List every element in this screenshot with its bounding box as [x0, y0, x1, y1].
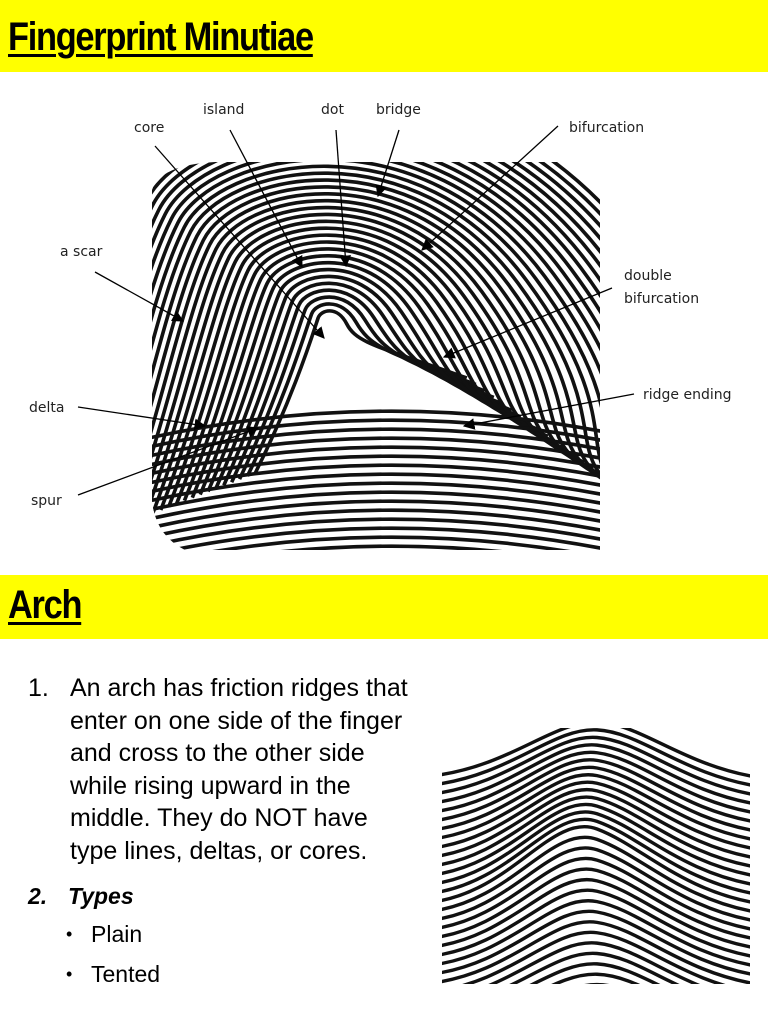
item-number: 2. — [28, 883, 48, 909]
arch-fingerprint-image — [442, 728, 750, 984]
label-dot: dot — [321, 102, 344, 118]
label-island: island — [203, 102, 245, 118]
title-banner-arch — [0, 575, 768, 639]
list-item-types — [28, 881, 428, 911]
label-ridge-ending: ridge ending — [643, 387, 732, 403]
list-item — [66, 919, 428, 949]
label-double-bifurcation: bifurcation — [624, 291, 700, 307]
label-delta: delta — [29, 400, 65, 416]
types-list — [66, 919, 428, 989]
list-item — [66, 959, 428, 989]
list-item-definition — [28, 672, 428, 867]
fingerprint-image — [0, 84, 764, 560]
slide-title-minutiae: Fingerprint Minutiae — [8, 15, 313, 59]
type-plain: Plain — [91, 921, 143, 947]
label-spur: spur — [31, 493, 62, 509]
bullet-icon: • — [66, 964, 73, 984]
fingerprint-minutiae-figure — [0, 80, 768, 560]
title-banner-minutiae — [0, 0, 768, 72]
slide-title-arch: Arch — [8, 583, 82, 627]
item-number: 1. — [28, 674, 49, 702]
label-scar: a scar — [60, 244, 103, 260]
label-bifurcation: bifurcation — [569, 120, 645, 136]
definition-text: An arch has friction ridges that enter on one side of the finger and cross to the other side while rising upward in the middle. They do NOT have type lines, deltas, or cores. — [70, 674, 408, 865]
ridge-line — [0, 84, 764, 560]
type-tented: Tented — [91, 961, 161, 987]
label-core: core — [134, 120, 165, 136]
label-bridge: bridge — [376, 102, 421, 118]
arrow-dot — [336, 130, 346, 266]
types-heading: Types — [68, 883, 134, 909]
arch-description — [28, 672, 428, 999]
label-double: double — [624, 268, 672, 284]
bullet-icon: • — [66, 924, 73, 944]
